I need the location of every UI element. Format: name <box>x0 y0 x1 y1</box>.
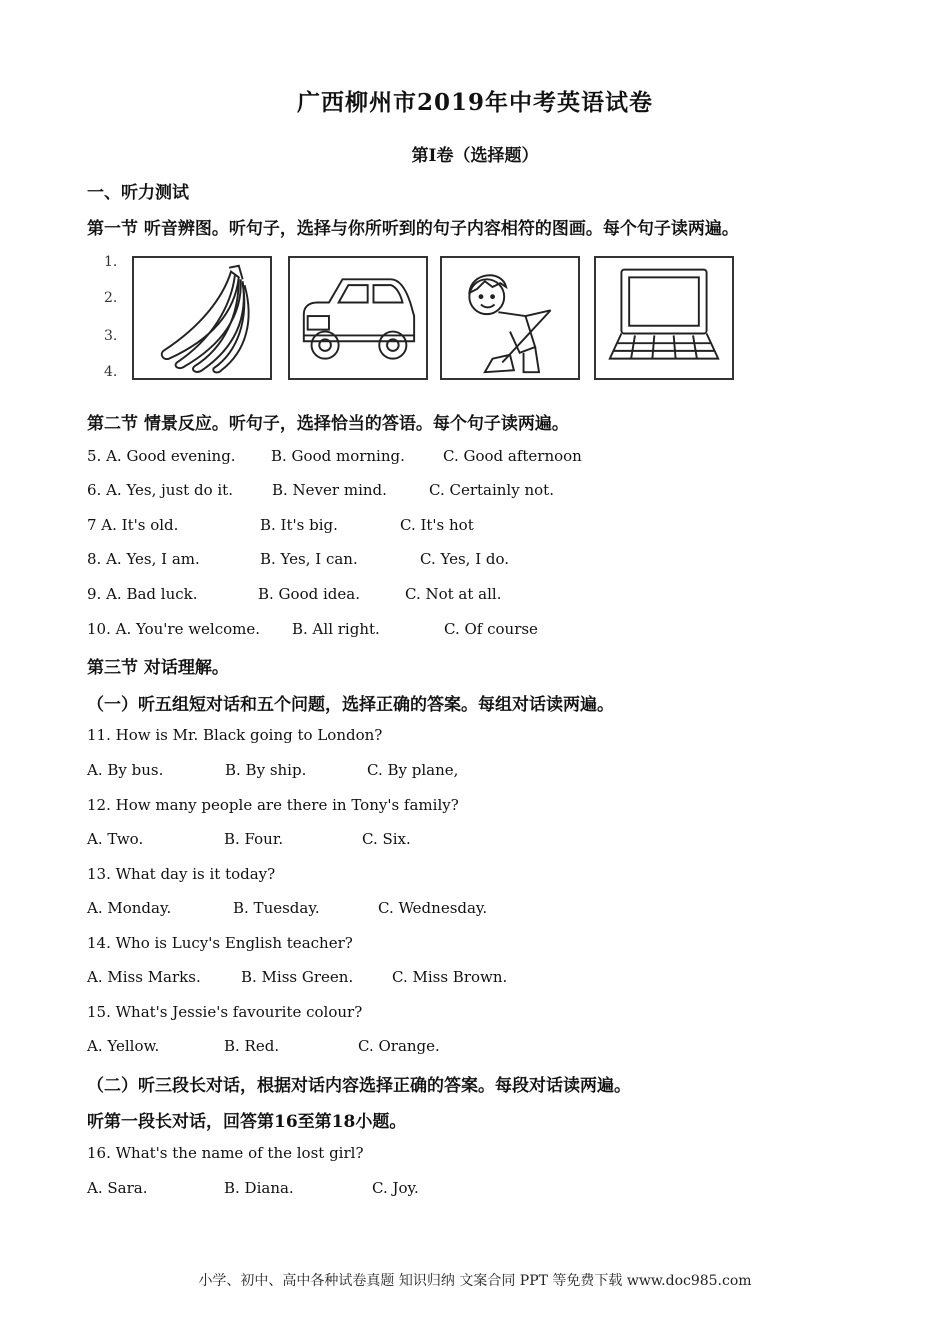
question-row <box>87 447 887 467</box>
option-a: 10. A. You're welcome. <box>87 620 261 638</box>
volume-subtitle: 第I卷（选择题） <box>411 146 539 166</box>
options-row <box>87 830 887 850</box>
car-icon <box>290 258 426 378</box>
picture-numbers <box>100 252 122 388</box>
computer-picture <box>594 256 734 380</box>
option-b: B. Miss Green. <box>241 968 354 986</box>
option-b: B. Red. <box>224 1037 280 1055</box>
bananas-icon <box>134 258 270 378</box>
question-text: 11. How is Mr. Black going to London? <box>87 726 383 744</box>
page-footer: 小学、初中、高中各种试卷真题 知识归纳 文案合同 PPT 等免费下载 www.doc985.com <box>198 1273 752 1289</box>
question-text: 15. What's Jessie's favourite colour? <box>87 1003 363 1021</box>
option-c: C. Six. <box>362 830 411 848</box>
option-b: B. Tuesday. <box>233 899 320 917</box>
option-a: A. By bus. <box>87 761 164 779</box>
options-row <box>87 1179 887 1199</box>
long-dialogue-heading: 听第一段长对话，回答第16至第18小题。 <box>87 1112 407 1132</box>
option-b: B. Yes, I can. <box>260 550 358 568</box>
option-c: C. Joy. <box>372 1179 419 1197</box>
option-c: C. By plane, <box>367 761 459 779</box>
picture-number: 2. <box>104 290 118 306</box>
question-text: 14. Who is Lucy's English teacher? <box>87 934 353 952</box>
page-title: 广西柳州市2019年中考英语试卷 <box>296 89 653 116</box>
option-b: B. It's big. <box>260 516 338 534</box>
options-row <box>87 968 887 988</box>
question-row <box>87 585 887 605</box>
question-text: 16. What's the name of the lost girl? <box>87 1144 364 1162</box>
option-a: 8. A. Yes, I am. <box>87 550 200 568</box>
bananas-picture <box>132 256 272 380</box>
option-a: A. Miss Marks. <box>87 968 201 986</box>
option-a: A. Yellow. <box>87 1037 160 1055</box>
part-heading: 一、听力测试 <box>87 183 189 203</box>
boy-sweeping-picture <box>440 256 580 380</box>
section3-part2-heading: （二）听三段长对话，根据对话内容选择正确的答案。每段对话读两遍。 <box>87 1076 631 1096</box>
boy-sweeping-icon <box>442 258 578 378</box>
option-c: C. Yes, I do. <box>420 550 510 568</box>
option-c: C. Certainly not. <box>429 481 554 499</box>
option-b: B. Four. <box>224 830 284 848</box>
option-a: 6. A. Yes, just do it. <box>87 481 233 499</box>
computer-icon <box>596 258 732 378</box>
section1-heading: 第一节 听音辨图。听句子，选择与你所听到的句子内容相符的图画。每个句子读两遍。 <box>87 219 739 239</box>
picture-number: 4. <box>104 364 118 380</box>
option-a: A. Two. <box>87 830 144 848</box>
option-c: C. Not at all. <box>405 585 502 603</box>
option-c: C. Orange. <box>358 1037 440 1055</box>
car-picture <box>288 256 428 380</box>
options-row <box>87 761 887 781</box>
question-row <box>87 550 887 570</box>
option-c: C. Good afternoon <box>443 447 582 465</box>
question-row <box>87 481 887 501</box>
question-row <box>87 620 887 640</box>
option-a: A. Monday. <box>87 899 172 917</box>
question-text: 12. How many people are there in Tony's family? <box>87 796 459 814</box>
section3-heading: 第三节 对话理解。 <box>87 658 229 678</box>
picture-strip <box>100 252 740 388</box>
picture-number: 3. <box>104 328 118 344</box>
option-c: C. Wednesday. <box>378 899 488 917</box>
option-a: 5. A. Good evening. <box>87 447 236 465</box>
question-row <box>87 516 887 536</box>
section2-heading: 第二节 情景反应。听句子，选择恰当的答语。每个句子读两遍。 <box>87 414 569 434</box>
option-c: C. Miss Brown. <box>392 968 508 986</box>
options-row <box>87 899 887 919</box>
option-b: B. Never mind. <box>272 481 387 499</box>
option-a: A. Sara. <box>87 1179 148 1197</box>
option-a: 7 A. It's old. <box>87 516 179 534</box>
option-b: B. Good idea. <box>258 585 360 603</box>
option-c: C. Of course <box>444 620 538 638</box>
options-row <box>87 1037 887 1057</box>
option-c: C. It's hot <box>400 516 474 534</box>
picture-number: 1. <box>104 254 118 270</box>
section3-part1-heading: （一）听五组短对话和五个问题，选择正确的答案。每组对话读两遍。 <box>87 695 614 715</box>
option-b: B. Good morning. <box>271 447 405 465</box>
option-b: B. Diana. <box>224 1179 294 1197</box>
question-text: 13. What day is it today? <box>87 865 276 883</box>
option-b: B. All right. <box>292 620 380 638</box>
option-b: B. By ship. <box>225 761 307 779</box>
option-a: 9. A. Bad luck. <box>87 585 198 603</box>
